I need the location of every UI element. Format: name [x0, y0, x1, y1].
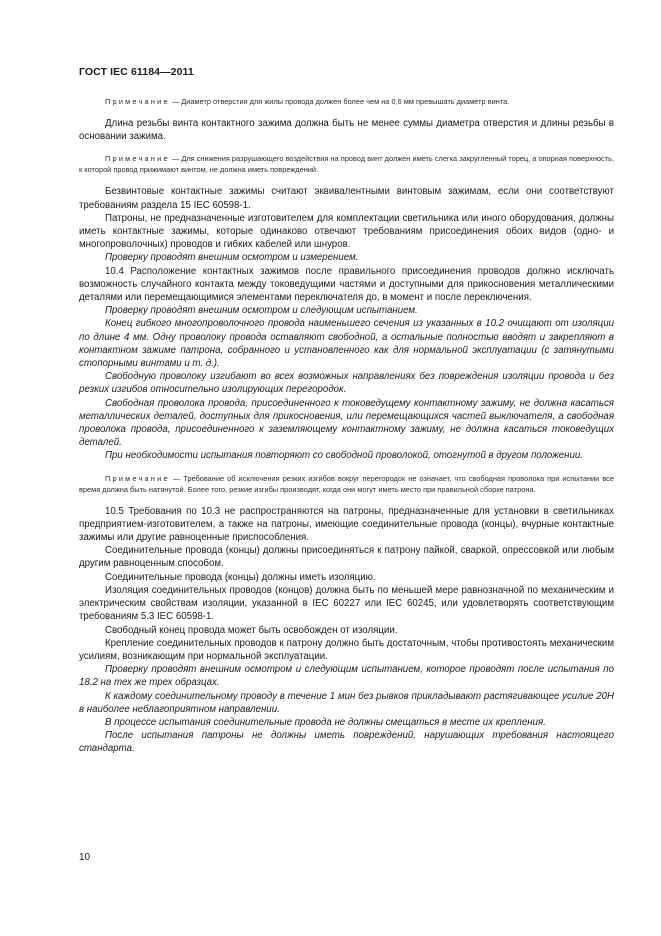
note-lead: Примечание — [105, 473, 170, 483]
paragraph: Соединительные провода (концы) должны присоединяться к патрону пайкой, сваркой, опрессовкой или любым другим равноценным способом. — [79, 545, 614, 570]
paragraph: Свободный конец провода может быть освобожден от изоляции. — [105, 624, 398, 636]
paragraph-italic: Проверку проводят внешним осмотром и следующим испытанием, которое проводят после испытания по 18.2 на тех же трех образцах. — [79, 664, 614, 689]
document-header: ГОСТ IEC 61184—2011 — [79, 66, 194, 78]
document-body — [79, 96, 614, 756]
clause-10-5: 10.5 Требования по 10.3 не распространяются на патроны, предназначенные для установки в светильниках предприятием-изготовителем, а также на патроны, имеющие соединительные провода (концы), вчурные контактные зажимы или другие равноценные приспособления. — [79, 505, 614, 544]
page-number: 10 — [79, 852, 91, 863]
paragraph-italic: К каждому соединительному проводу в течение 1 мин без рывков прикладывают растягивающее усилие 20Н в наиболее неблагоприятном направлении. — [79, 690, 614, 715]
paragraph: Патроны, не предназначенные изготовителем для комплектации светильника или иного оборудования, должны иметь контактные зажимы, которые одинаково отвечают требованиям присоединения обоих видов (одно- и многопроволочных) проводов и гибких кабелей или шнуров. — [79, 212, 614, 251]
note-lead: Примечание — [105, 154, 170, 164]
paragraph-italic: При необходимости испытания повторяют со свободной проволокой, отогнутой в другом положении. — [105, 450, 583, 462]
note-text: — Диаметр отверстия для жилы провода должен более чем на 0,6 мм превышать диаметр винта. — [171, 97, 510, 106]
paragraph-italic: Конец гибкого многопроволочного провода наименьшего сечения из указанных в 10.2 очищают от изоляции по длине 4 мм. Одну проволоку провода оставляют свободной, а остальные полностью вводят и закрепляют в контактном зажиме патрона, собранного и установленного как для нормальной эксплуатации (с затянутыми стопорными винтами и т. д.). — [79, 318, 614, 370]
paragraph-italic: В процессе испытания соединительные провода не должны смещаться в месте их крепления. — [105, 716, 546, 728]
note-text: — Требование об исключении резких изгибов вокруг перегородок не означает, что свободная проволока при испытании все время должна быть натянутой. Более того, резкие изгибы производят, когда они могут иметь место при правильной сборке патрона. — [79, 473, 614, 494]
paragraph-italic: Проверку проводят внешним осмотром и следующим испытанием. — [105, 305, 418, 317]
paragraph: Безвинтовые контактные зажимы считают эквивалентными винтовым зажимам, если они соответствуют требованиям раздела 15 IEC 60598-1. — [79, 186, 614, 211]
paragraph: Длина резьбы винта контактного зажима должна быть не менее суммы диаметра отверстия и длины резьбы в основании зажима. — [79, 118, 614, 143]
paragraph-italic: После испытания патроны не должны иметь повреждений, нарушающих требования настоящего стандарта. — [79, 730, 614, 755]
clause-10-4: 10.4 Расположение контактных зажимов после правильного присоединения проводов должно исключать возможность случайного контакта между токоведущими частями и доступными для прикосновения металлическими деталями или перемещающимися элементами переключателя до, в момент и после переключения. — [79, 265, 614, 304]
note-text: — Для снижения разрушающего воздействия на провод винт должен иметь слегка закругленный торец, а опорная поверхность, к которой провод прижимают винтом, не должна иметь повреждений. — [79, 154, 614, 175]
paragraph-italic: Проверку проводят внешним осмотром и измерением. — [105, 252, 359, 264]
note-lead: Примечание — [105, 97, 170, 106]
note-3 — [79, 473, 614, 495]
paragraph-italic: Свободная проволока провода, присоединенного к токоведущему контактному зажиму, не должна касаться металлических деталей, доступных для прикосновения, или перемещающихся частей выключателя, а свободная проволока провода, присоединенного к заземляющему контактному зажиму, не должна касаться токоведущих деталей. — [79, 397, 614, 449]
paragraph-italic: Свободную проволоку изгибают во всех возможных направлениях без повреждения изоляции провода и без резких изгибов относительно изолирующих перегородок. — [79, 371, 614, 396]
paragraph: Крепление соединительных проводов к патрону должно быть достаточным, чтобы противостоять механическим усилиям, возникающим при нормальной эксплуатации. — [79, 637, 614, 662]
note-2 — [79, 153, 614, 175]
paragraph: Изоляция соединительных проводов (концов) должна быть по меньшей мере равнозначной по механическим и электрическим свойствам изоляции, указанной в IEC 60227 или IEC 60245, или удовлетворять соответствующим требованиям 5.3 IEC 60598-1. — [79, 584, 614, 623]
note-1 — [79, 96, 614, 107]
paragraph: Соединительные провода (концы) должны иметь изоляцию. — [105, 571, 376, 583]
